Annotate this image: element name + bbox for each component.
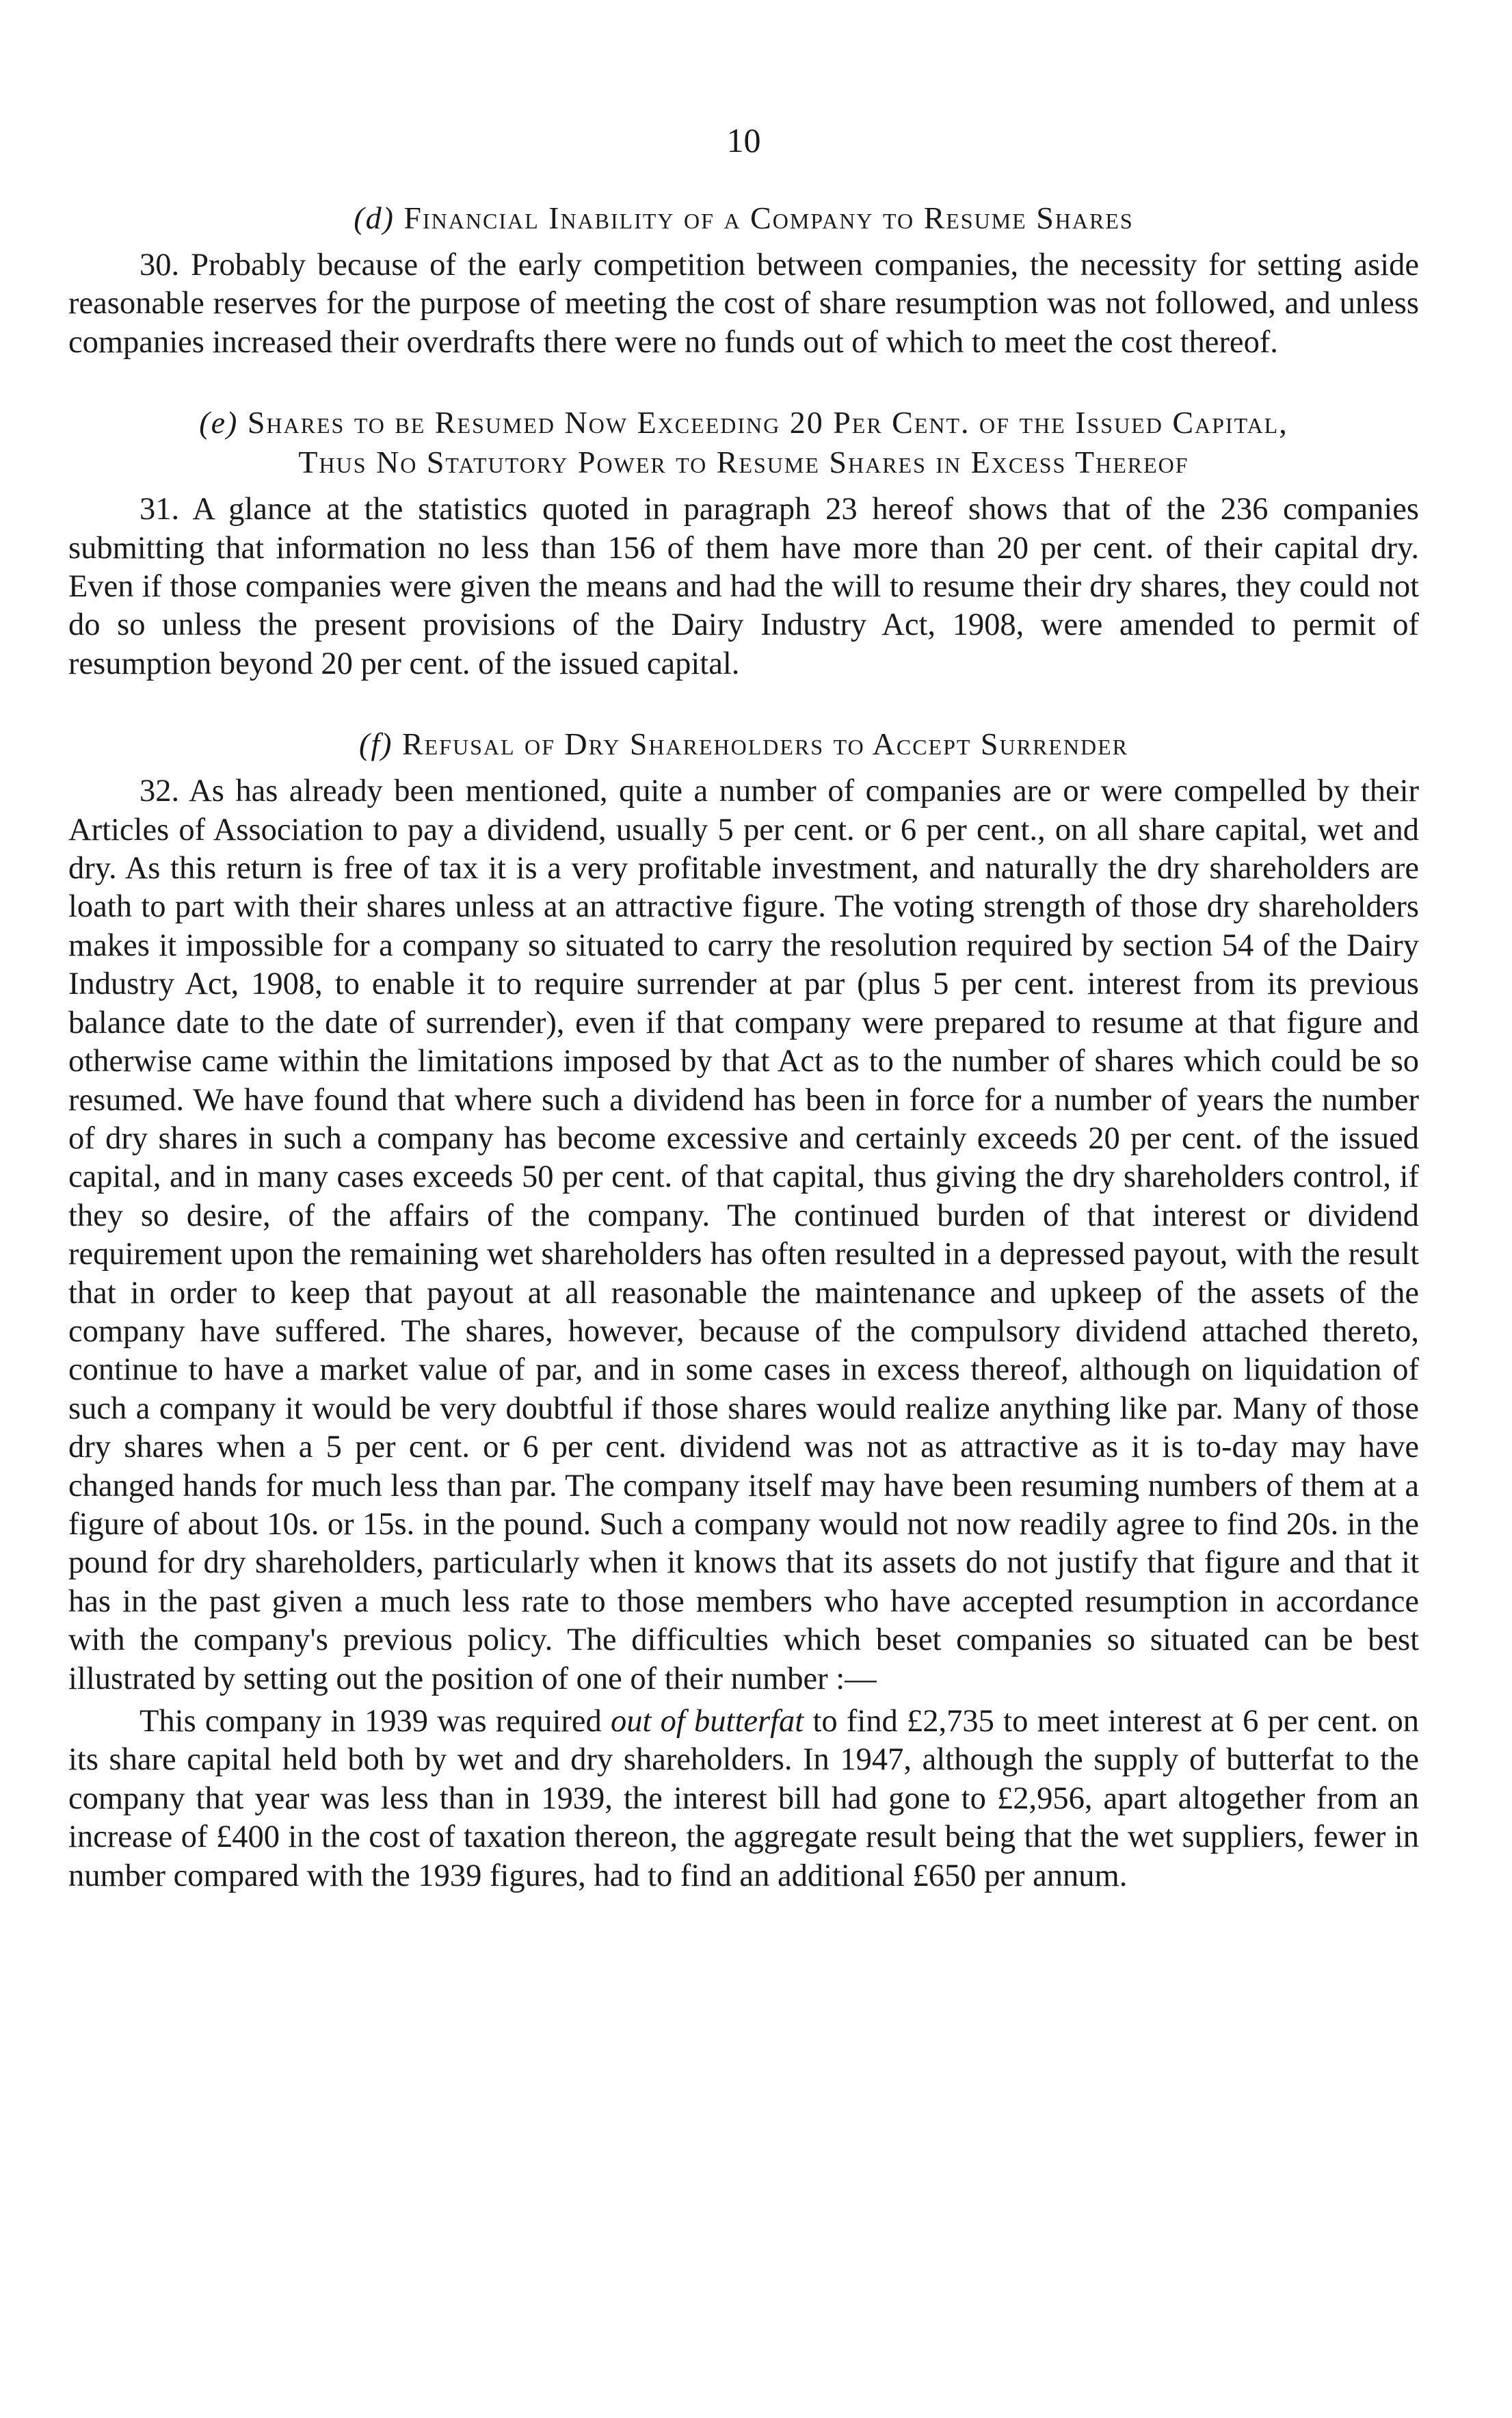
document-page	[68, 123, 1419, 1895]
paragraph-31-number: 31.	[140, 492, 180, 527]
paragraph-32-number: 32.	[140, 774, 180, 809]
page-number: 10	[726, 121, 761, 159]
paragraph-31	[68, 490, 1419, 683]
paragraph-30-number: 30.	[140, 248, 180, 282]
section-e-letter: (e)	[199, 405, 239, 441]
section-d-title: Financial Inability of a Company to Resume Shares	[403, 200, 1134, 235]
section-f-title: Refusal of Dry Shareholders to Accept Surrender	[401, 726, 1128, 762]
example-emphasis: out of butterfat	[610, 1704, 804, 1739]
section-f-letter: (f)	[359, 726, 393, 762]
paragraph-30-text: Probably because of the early competition between companies, the necessity for setting aside reasonable reserves for the purpose of meeting the cost of share resumption was not followed, and unless companies increased their overdrafts there were no funds out of which to meet the cost thereof.	[68, 248, 1420, 360]
example-text-before: This company in 1939 was required	[140, 1704, 602, 1739]
paragraph-30	[68, 246, 1419, 362]
paragraph-32-text: As has already been mentioned, quite a number of companies are or were compelled by their Articles of Association to pay a dividend, usually 5 per cent. or 6 per cent., on all share capital, wet and dry. As this return is free of tax it is a very profitable investment, and naturally the dry shareholders are loath to part with their shares unless at an attractive figure. The voting strength of those dry shareholders makes it impossible for a company so situated to carry the resolution required by section 54 of the Dairy Industry Act, 1908, to enable it to require surrender at par (plus 5 per cent. interest from its previous balance date to the date of surrender), even if that company were prepared to resume at that figure and otherwise came within the limitations imposed by that Act as to the number of shares which could be so resumed. We have found that where such a dividend has been in force for a number of years the number of dry shares in such a company has become excessive and certainly exceeds 20 per cent. of the issued capital, and in many cases exceeds 50 per cent. of that capital, thus giving the dry shareholders control, if they so desire, of the affairs of the company. The continued burden of that interest or dividend requirement upon the remaining wet shareholders has often resulted in a depressed payout, with the result that in order to keep that payout at all reasonable the maintenance and upkeep of the assets of the company have suffered. The shares, however, because of the compulsory dividend attached thereto, continue to have a market value of par, and in some cases in excess thereof, although on liquidation of such a company it would be very doubtful if those shares would realize anything like par. Many of those dry shares when a 5 per cent. or 6 per cent. dividend was not as attractive as it is to-day may have changed hands for much less than par. The company itself may have been resuming numbers of them at a figure of about 10s. or 15s. in the pound. Such a company would not now readily agree to find 20s. in the pound for dry shareholders, particularly when it knows that its assets do not justify that figure and that it has in the past given a much less rate to those members who have accepted resumption in accordance with the company's previous policy. The difficulties which beset companies so situated can be best illustrated by setting out the position of one of their number :—	[68, 774, 1419, 1696]
section-e-title-line1: Shares to be Resumed Now Exceeding 20 Per Cent. of the Issued Capital,	[247, 405, 1288, 441]
company-example-paragraph	[68, 1703, 1419, 1895]
paragraph-31-text: A glance at the statistics quoted in paragraph 23 hereof shows that of the 236 companies submitting that information no less than 156 of them have more than 20 per cent. of their capital dry. Even if those companies were given the means and had the will to resume their dry shares, they could not do so unless the present provisions of the Dairy Industry Act, 1908, were amended to permit of resumption beyond 20 per cent. of the issued capital.	[68, 492, 1419, 681]
section-d-heading	[68, 198, 1419, 238]
section-f-heading	[68, 724, 1419, 764]
example-text-after: to find £2,735 to meet interest at 6 per cent. on its share capital held both by wet and dry shareholders. In 1947, although the supply of butterfat to the company that year was less than in 1939, the interest bill had gone to £2,956, apart altogether from an increase of £400 in the cost of taxation thereon, the aggregate result being that the wet suppliers, fewer in number compared with the 1939 figures, had to find an additional £650 per annum.	[68, 1704, 1420, 1893]
section-d-letter: (d)	[354, 200, 395, 235]
section-e-heading	[68, 403, 1419, 482]
section-e-title-line1-wrap	[68, 403, 1419, 443]
paragraph-32	[68, 772, 1419, 1698]
section-e-title-line2: Thus No Statutory Power to Resume Shares in Excess Thereof	[298, 445, 1189, 480]
